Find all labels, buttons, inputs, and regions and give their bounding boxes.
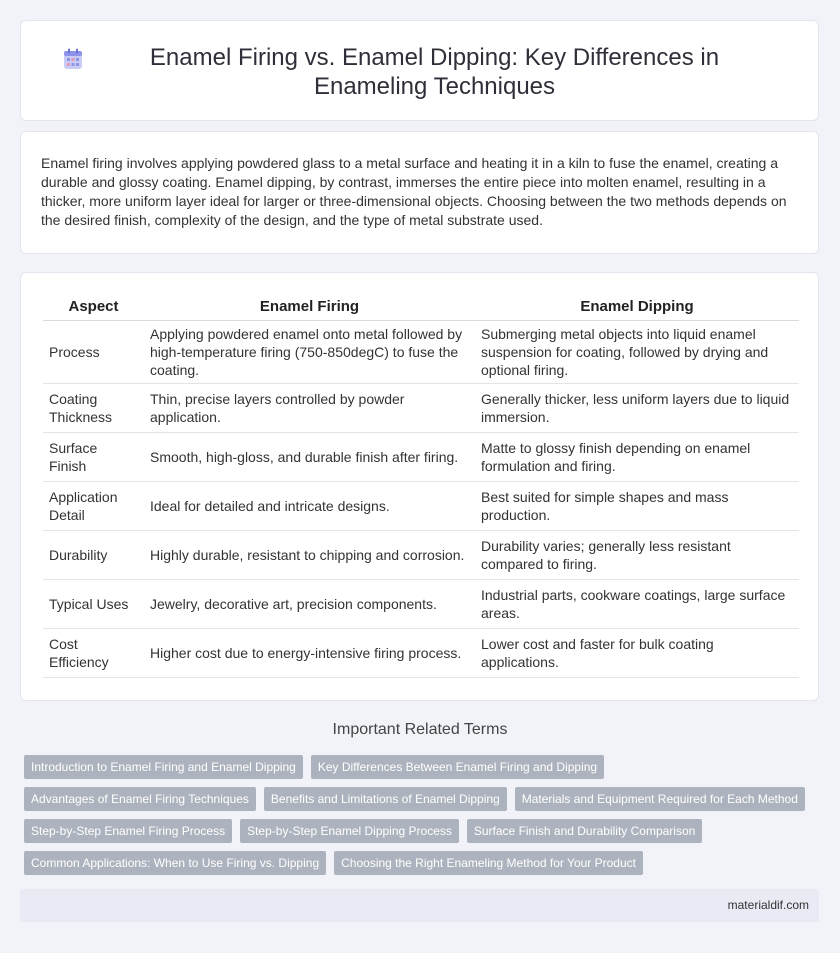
footer-site-link[interactable]: materialdif.com bbox=[727, 898, 809, 912]
table-row bbox=[43, 384, 799, 433]
related-term-tag[interactable]: Advantages of Enamel Firing Techniques bbox=[24, 787, 256, 811]
related-terms-title: Important Related Terms bbox=[332, 721, 508, 738]
dipping-cell: Durability varies; generally less resistant compared to firing. bbox=[475, 531, 799, 580]
related-term-tag[interactable]: Materials and Equipment Required for Each Method bbox=[515, 787, 805, 811]
table-row bbox=[43, 482, 799, 531]
aspect-cell: Application Detail bbox=[43, 482, 144, 531]
dipping-cell: Industrial parts, cookware coatings, large surface areas. bbox=[475, 580, 799, 629]
intro-card bbox=[20, 131, 819, 254]
title-wrap bbox=[21, 43, 818, 101]
dipping-cell: Matte to glossy finish depending on enamel formulation and firing. bbox=[475, 433, 799, 482]
dipping-cell: Submerging metal objects into liquid enamel suspension for coating, followed by drying and optional firing. bbox=[475, 321, 799, 384]
related-term-tag[interactable]: Benefits and Limitations of Enamel Dipping bbox=[264, 787, 507, 811]
table-row bbox=[43, 321, 799, 384]
page-title: Enamel Firing vs. Enamel Dipping: Key Differences in Enameling Techniques bbox=[149, 44, 720, 100]
related-term-tag[interactable]: Step-by-Step Enamel Dipping Process bbox=[240, 819, 459, 843]
aspect-cell: Coating Thickness bbox=[43, 384, 144, 433]
aspect-cell: Process bbox=[43, 321, 144, 384]
firing-cell: Applying powdered enamel onto metal followed by high-temperature firing (750-850degC) to fuse the coating. bbox=[144, 321, 475, 384]
table-header-row bbox=[43, 293, 799, 321]
related-term-tag[interactable]: Common Applications: When to Use Firing vs. Dipping bbox=[24, 851, 326, 875]
comparison-table bbox=[43, 293, 799, 678]
related-terms-list bbox=[24, 755, 814, 875]
related-term-tag[interactable]: Key Differences Between Enamel Firing and Dipping bbox=[311, 755, 604, 779]
firing-cell: Ideal for detailed and intricate designs. bbox=[144, 482, 475, 531]
table-row bbox=[43, 629, 799, 678]
firing-cell: Smooth, high-gloss, and durable finish after firing. bbox=[144, 433, 475, 482]
footer bbox=[20, 889, 819, 922]
dipping-cell: Lower cost and faster for bulk coating applications. bbox=[475, 629, 799, 678]
dipping-cell: Best suited for simple shapes and mass production. bbox=[475, 482, 799, 531]
aspect-cell: Durability bbox=[43, 531, 144, 580]
related-term-tag[interactable]: Choosing the Right Enameling Method for Your Product bbox=[334, 851, 643, 875]
intro-paragraph: Enamel firing involves applying powdered glass to a metal surface and heating it in a kiln to fuse the enamel, creating a durable and glossy coating. Enamel dipping, by contrast, immerses the entire piece into molten enamel, resulting in a thicker, more uniform layer ideal for larger or three-dimensional objects. Choosing between the two methods depends on the desired finish, complexity of the design, and the type of metal substrate used. bbox=[41, 155, 787, 228]
firing-cell: Thin, precise layers controlled by powder application. bbox=[144, 384, 475, 433]
header-card bbox=[20, 20, 819, 121]
firing-cell: Jewelry, decorative art, precision components. bbox=[144, 580, 475, 629]
header-aspect: Aspect bbox=[43, 293, 144, 321]
aspect-cell: Surface Finish bbox=[43, 433, 144, 482]
related-term-tag[interactable]: Surface Finish and Durability Comparison bbox=[467, 819, 702, 843]
aspect-cell: Typical Uses bbox=[43, 580, 144, 629]
firing-cell: Higher cost due to energy-intensive firing process. bbox=[144, 629, 475, 678]
table-row bbox=[43, 531, 799, 580]
calendar-grid-icon bbox=[63, 48, 83, 70]
aspect-cell: Cost Efficiency bbox=[43, 629, 144, 678]
comparison-table-card bbox=[20, 272, 819, 701]
dipping-cell: Generally thicker, less uniform layers due to liquid immersion. bbox=[475, 384, 799, 433]
related-term-tag[interactable]: Step-by-Step Enamel Firing Process bbox=[24, 819, 232, 843]
related-term-tag[interactable]: Introduction to Enamel Firing and Enamel Dipping bbox=[24, 755, 303, 779]
firing-cell: Highly durable, resistant to chipping and corrosion. bbox=[144, 531, 475, 580]
table-row bbox=[43, 580, 799, 629]
header-enamel-dipping: Enamel Dipping bbox=[475, 293, 799, 321]
table-row bbox=[43, 433, 799, 482]
header-enamel-firing: Enamel Firing bbox=[144, 293, 475, 321]
